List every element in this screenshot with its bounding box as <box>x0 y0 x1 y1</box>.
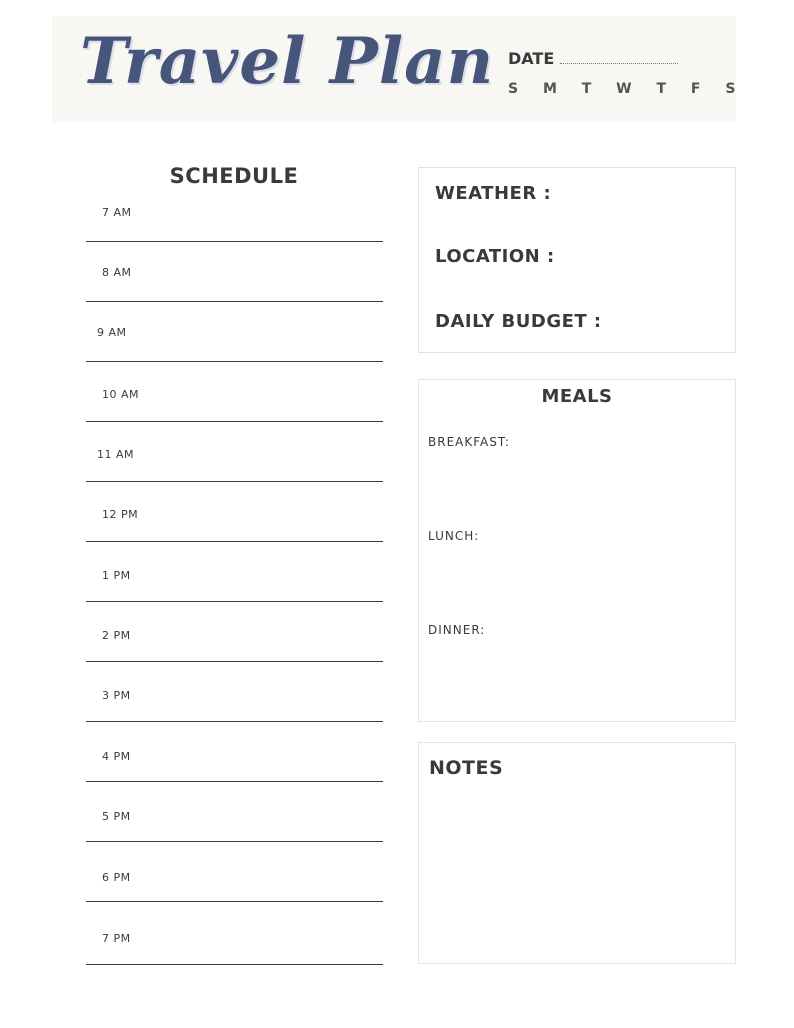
schedule-slot[interactable] <box>86 182 383 242</box>
meals-title: MEALS <box>541 386 613 407</box>
schedule-slot[interactable] <box>86 662 383 722</box>
lunch-field[interactable]: LUNCH: <box>428 529 480 543</box>
slot-time-label: 12 PM <box>102 508 139 521</box>
slot-time-label: 6 PM <box>102 871 131 884</box>
notes-title: NOTES <box>429 757 504 779</box>
date-label: DATE <box>508 49 555 68</box>
schedule-slot[interactable] <box>86 482 383 542</box>
weather-field[interactable]: WEATHER : <box>435 183 552 204</box>
location-field[interactable]: LOCATION : <box>435 246 555 267</box>
schedule-slot[interactable] <box>86 782 383 842</box>
schedule-slot[interactable] <box>86 542 383 602</box>
date-field[interactable] <box>560 63 678 64</box>
notes-box[interactable] <box>418 742 736 964</box>
slot-time-label: 10 AM <box>102 388 140 401</box>
dinner-field[interactable]: DINNER: <box>428 623 486 637</box>
schedule-slot[interactable] <box>86 602 383 662</box>
slot-time-label: 1 PM <box>102 569 131 582</box>
schedule-slot[interactable] <box>86 362 383 422</box>
slot-time-label: 11 AM <box>97 448 135 461</box>
schedule-slot[interactable] <box>86 902 383 965</box>
slot-time-label: 2 PM <box>102 629 131 642</box>
info-box <box>418 167 736 353</box>
schedule-slot[interactable] <box>86 302 383 362</box>
weekday-selector[interactable]: S M T W T F S <box>508 81 746 97</box>
header-band <box>52 16 746 122</box>
schedule-slot[interactable] <box>86 722 383 782</box>
schedule-slot[interactable] <box>86 242 383 302</box>
slot-time-label: 7 PM <box>102 932 131 945</box>
schedule-slot[interactable] <box>86 842 383 902</box>
breakfast-field[interactable]: BREAKFAST: <box>428 435 510 449</box>
daily-budget-field[interactable]: DAILY BUDGET : <box>435 311 602 332</box>
schedule-title: SCHEDULE <box>169 164 299 188</box>
slot-time-label: 8 AM <box>102 266 132 279</box>
slot-time-label: 3 PM <box>102 689 131 702</box>
page-title: Travel Plan <box>80 24 495 99</box>
slot-time-label: 5 PM <box>102 810 131 823</box>
slot-time-label: 4 PM <box>102 750 131 763</box>
slot-time-label: 9 AM <box>97 326 127 339</box>
slot-time-label: 7 AM <box>102 206 132 219</box>
schedule-slot[interactable] <box>86 422 383 482</box>
meals-box <box>418 379 736 722</box>
